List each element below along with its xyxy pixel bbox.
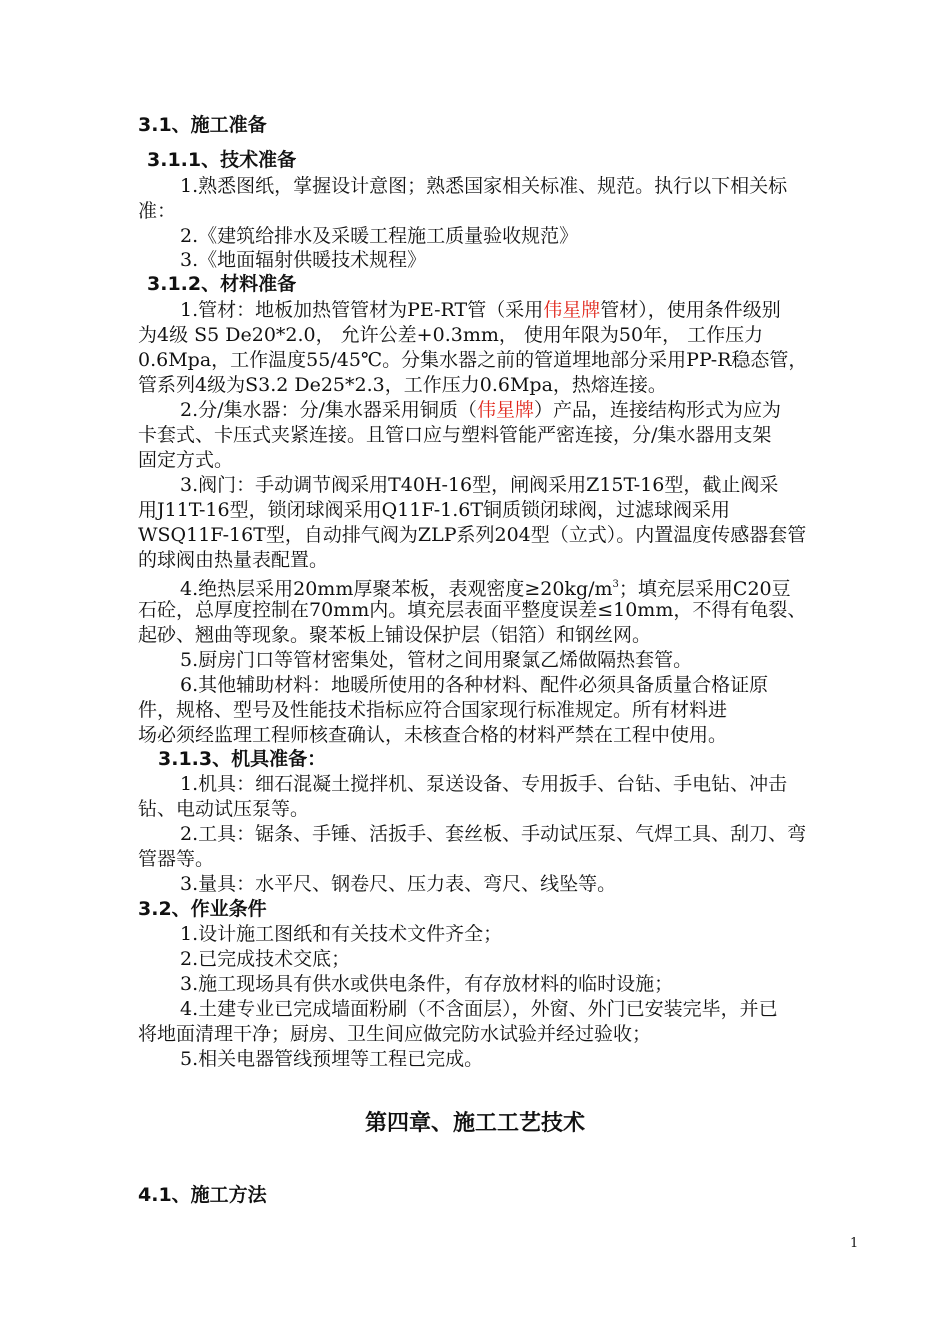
subsection-heading-3-1-1: 3.1.1、技术准备 [147,149,297,171]
section-heading-3-1: 3.1、施工准备 [138,114,267,136]
brand-name: 伟星牌 [476,399,534,421]
paragraph-line [180,573,860,601]
paragraph-line: 石砼，总厚度控制在70mm内。填充层表面平整度误差≤10mm，不得有龟裂、 [138,599,807,621]
paragraph-line: 起砂、翘曲等现象。聚苯板上铺设保护层（铝箔）和钢丝网。 [138,624,652,646]
superscript: 3 [612,579,619,590]
text-run: 2.分/集水器：分/集水器采用铜质（ [180,399,477,421]
paragraph-line: 用J11T-16型，锁闭球阀采用Q11F-1.6T铜质锁闭球阀，过滤球阀采用 [138,499,731,521]
paragraph-line [180,298,860,322]
paragraph-line: 为4级 S5 De20*2.0， 允许公差+0.3mm， 使用年限为50年， 工作压力 [138,324,764,346]
condition-item: 3.施工现场具有供水或供电条件，有存放材料的临时设施； [180,973,674,995]
text-run: 1.管材：地板加热管管材为PE-RT管（采用 [180,299,544,321]
paragraph-line: 管系列4级为S3.2 De25*2.3，工作压力0.6Mpa，热熔连接。 [138,374,667,396]
condition-item: 2.已完成技术交底； [180,948,351,970]
paragraph-line: 管器等。 [138,848,215,870]
section-heading-3-2: 3.2、作业条件 [138,898,267,920]
standard-item: 3.《地面辐射供暖技术规程》 [180,249,427,271]
paragraph-line: 件，规格、型号及性能技术指标应符合国家现行标准规定。所有材料进 [138,699,728,721]
chapter-title: 第四章、施工工艺技术 [364,1111,585,1136]
standard-item: 2.《建筑给排水及采暖工程施工质量验收规范》 [180,225,579,247]
paragraph-line: 将地面清理干净；厨房、卫生间应做完防水试验并经过验收； [138,1023,652,1045]
brand-name: 伟星牌 [543,299,601,321]
text-run: ）产品，连接结构形式为应为 [533,399,781,421]
paragraph-line: 钻、电动试压泵等。 [138,798,310,820]
condition-item: 5.相关电器管线预埋等工程已完成。 [180,1048,484,1070]
paragraph-line: 6.其他辅助材料：地暖所使用的各种材料、配件必须具备质量合格证原 [180,674,769,696]
paragraph-line: 0.6Mpa，工作温度55/45℃。分集水器之前的管道埋地部分采用PP-R稳态管， [138,349,808,371]
paragraph-line: 2.工具：锯条、手锤、活扳手、套丝板、手动试压泵、气焊工具、刮刀、弯 [180,823,807,845]
paragraph-line: 3.量具：水平尺、钢卷尺、压力表、弯尺、线坠等。 [180,873,617,895]
paragraph-line: 1.机具：细石混凝土搅拌机、泵送设备、专用扳手、台钻、手电钻、冲击 [180,773,788,795]
paragraph-line: WSQ11F-16T型，自动排气阀为ZLP系列204型（立式）。内置温度传感器套管 [138,524,807,546]
paragraph-line: 的球阀由热量表配置。 [138,549,329,571]
text-run: ；填充层采用C20豆 [618,578,791,600]
paragraph-line: 5.厨房门口等管材密集处，管材之间用聚氯乙烯做隔热套管。 [180,649,693,671]
paragraph-line: 1.熟悉图纸，掌握设计意图；熟悉国家相关标准、规范。执行以下相关标 [180,175,788,197]
paragraph-line: 准： [138,200,177,222]
text-run: 管材），使用条件级别 [600,299,781,321]
condition-item: 4.土建专业已完成墙面粉刷（不含面层），外窗、外门已安装完毕，并已 [180,998,778,1020]
paragraph-line: 卡套式、卡压式夹紧连接。且管口应与塑料管能严密连接，分/集水器用支架 [138,424,772,446]
subsection-heading-3-1-2: 3.1.2、材料准备 [147,273,297,295]
page-number: 1 [850,1236,859,1251]
paragraph-line: 场必须经监理工程师核查确认，未核查合格的材料严禁在工程中使用。 [138,724,728,746]
paragraph-line: 固定方式。 [138,449,234,471]
condition-item: 1.设计施工图纸和有关技术文件齐全； [180,923,503,945]
subsection-heading-3-1-3: 3.1.3、机具准备： [158,748,327,770]
paragraph-line [180,398,860,422]
text-run: 4.绝热层采用20mm厚聚苯板，表观密度≥20kg/m [180,578,613,600]
section-heading-4-1: 4.1、施工方法 [138,1184,267,1206]
paragraph-line: 3.阀门：手动调节阀采用T40H-16型，闸阀采用Z15T-16型，截止阀采 [180,474,779,496]
